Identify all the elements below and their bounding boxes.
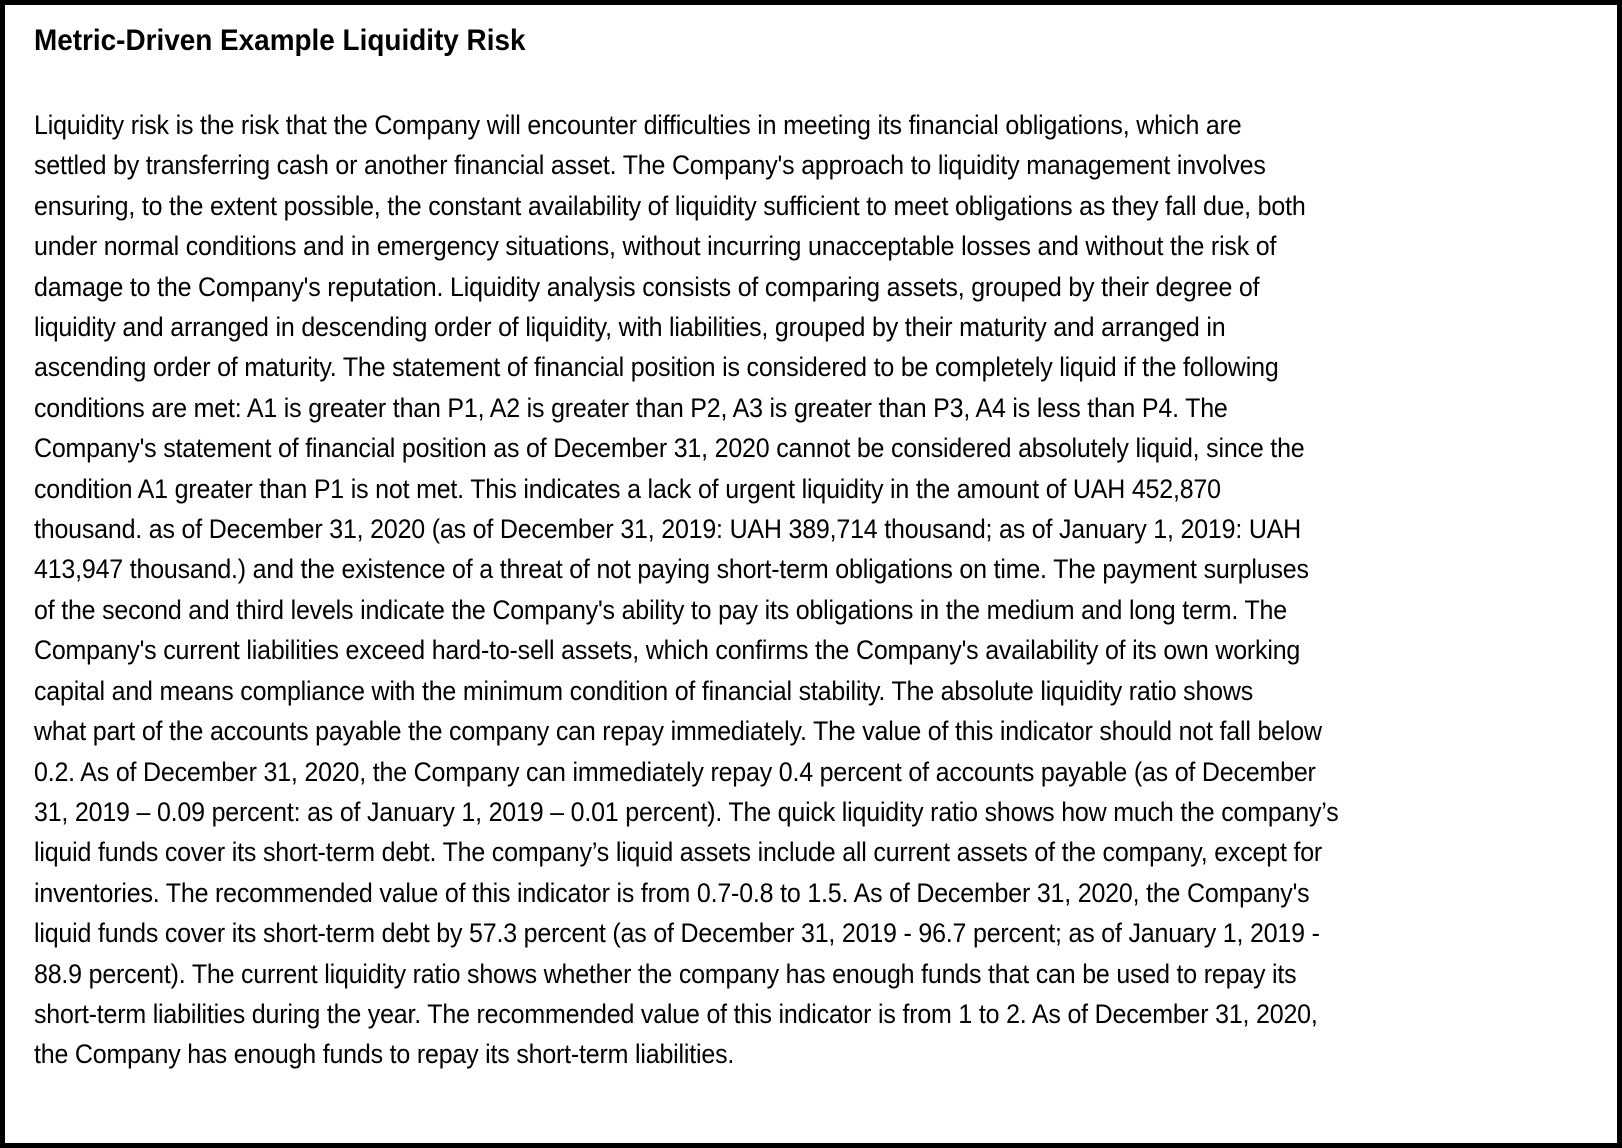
paragraph-line: damage to the Company's reputation. Liquidity analysis consists of comparing assets, grouped by their degree of [34, 271, 1260, 302]
paragraph-line: 413,947 thousand.) and the existence of a threat of not paying short-term obligations on time. The payment surpluses [34, 554, 1309, 585]
paragraph-line: capital and means compliance with the minimum condition of financial stability. The absolute liquidity ratio shows [34, 675, 1254, 706]
paragraph-line: Liquidity risk is the risk that the Company will encounter difficulties in meeting its financial obligations, which are [34, 110, 1242, 140]
paragraph-line: conditions are met: A1 is greater than P1, A2 is greater than P2, A3 is greater than P3, A4 is less than P4. The [34, 392, 1228, 423]
paragraph-line: liquidity and arranged in descending order of liquidity, with liabilities, grouped by their maturity and arranged in [34, 312, 1226, 343]
page-title: Metric-Driven Example Liquidity Risk [34, 24, 526, 57]
paragraph-line: Company's current liabilities exceed hard-to-sell assets, which confirms the Company's availability of its own working [34, 635, 1301, 666]
paragraph-line: 31, 2019 – 0.09 percent: as of January 1, 2019 – 0.01 percent). The quick liquidity ratio shows how much the company’s [34, 796, 1339, 827]
body-paragraph [34, 105, 1589, 1075]
paragraph-line: the Company has enough funds to repay its short-term liabilities. [34, 1039, 735, 1070]
paragraph-line: condition A1 greater than P1 is not met. This indicates a lack of urgent liquidity in the amount of UAH 452,870 [34, 473, 1221, 504]
paragraph-line: what part of the accounts payable the company can repay immediately. The value of this indicator should not fall below [34, 716, 1322, 747]
paragraph-line: inventories. The recommended value of this indicator is from 0.7-0.8 to 1.5. As of December 31, 2020, the Company's [34, 877, 1310, 908]
paragraph-line: ensuring, to the extent possible, the constant availability of liquidity sufficient to meet obligations as they fall due, both [34, 190, 1306, 221]
paragraph-line: settled by transferring cash or another financial asset. The Company's approach to liquidity management involves [34, 150, 1266, 181]
paragraph-line: 88.9 percent). The current liquidity ratio shows whether the company has enough funds that can be used to repay its [34, 958, 1297, 989]
paragraph-line: 0.2. As of December 31, 2020, the Company can immediately repay 0.4 percent of accounts payable (as of December [34, 756, 1316, 787]
paragraph-line: liquid funds cover its short-term debt by 57.3 percent (as of December 31, 2019 - 96.7 percent; as of January 1, 2019 - [34, 918, 1320, 949]
paragraph-line: under normal conditions and in emergency situations, without incurring unacceptable losses and without the risk of [34, 231, 1277, 262]
paragraph-line: thousand. as of December 31, 2020 (as of December 31, 2019: UAH 389,714 thousand; as of January 1, 2019: UAH [34, 514, 1302, 545]
paragraph-line: short-term liabilities during the year. The recommended value of this indicator is from 1 to 2. As of December 31, 2020, [34, 998, 1318, 1029]
paragraph-line: liquid funds cover its short-term debt. The company’s liquid assets include all current assets of the company, except for [34, 837, 1323, 868]
paragraph-line: Company's statement of financial position as of December 31, 2020 cannot be considered absolutely liquid, since the [34, 433, 1305, 464]
paragraph-line: ascending order of maturity. The statement of financial position is considered to be completely liquid if the following [34, 352, 1279, 383]
paragraph-line: of the second and third levels indicate the Company's ability to pay its obligations in the medium and long term. The [34, 594, 1287, 625]
